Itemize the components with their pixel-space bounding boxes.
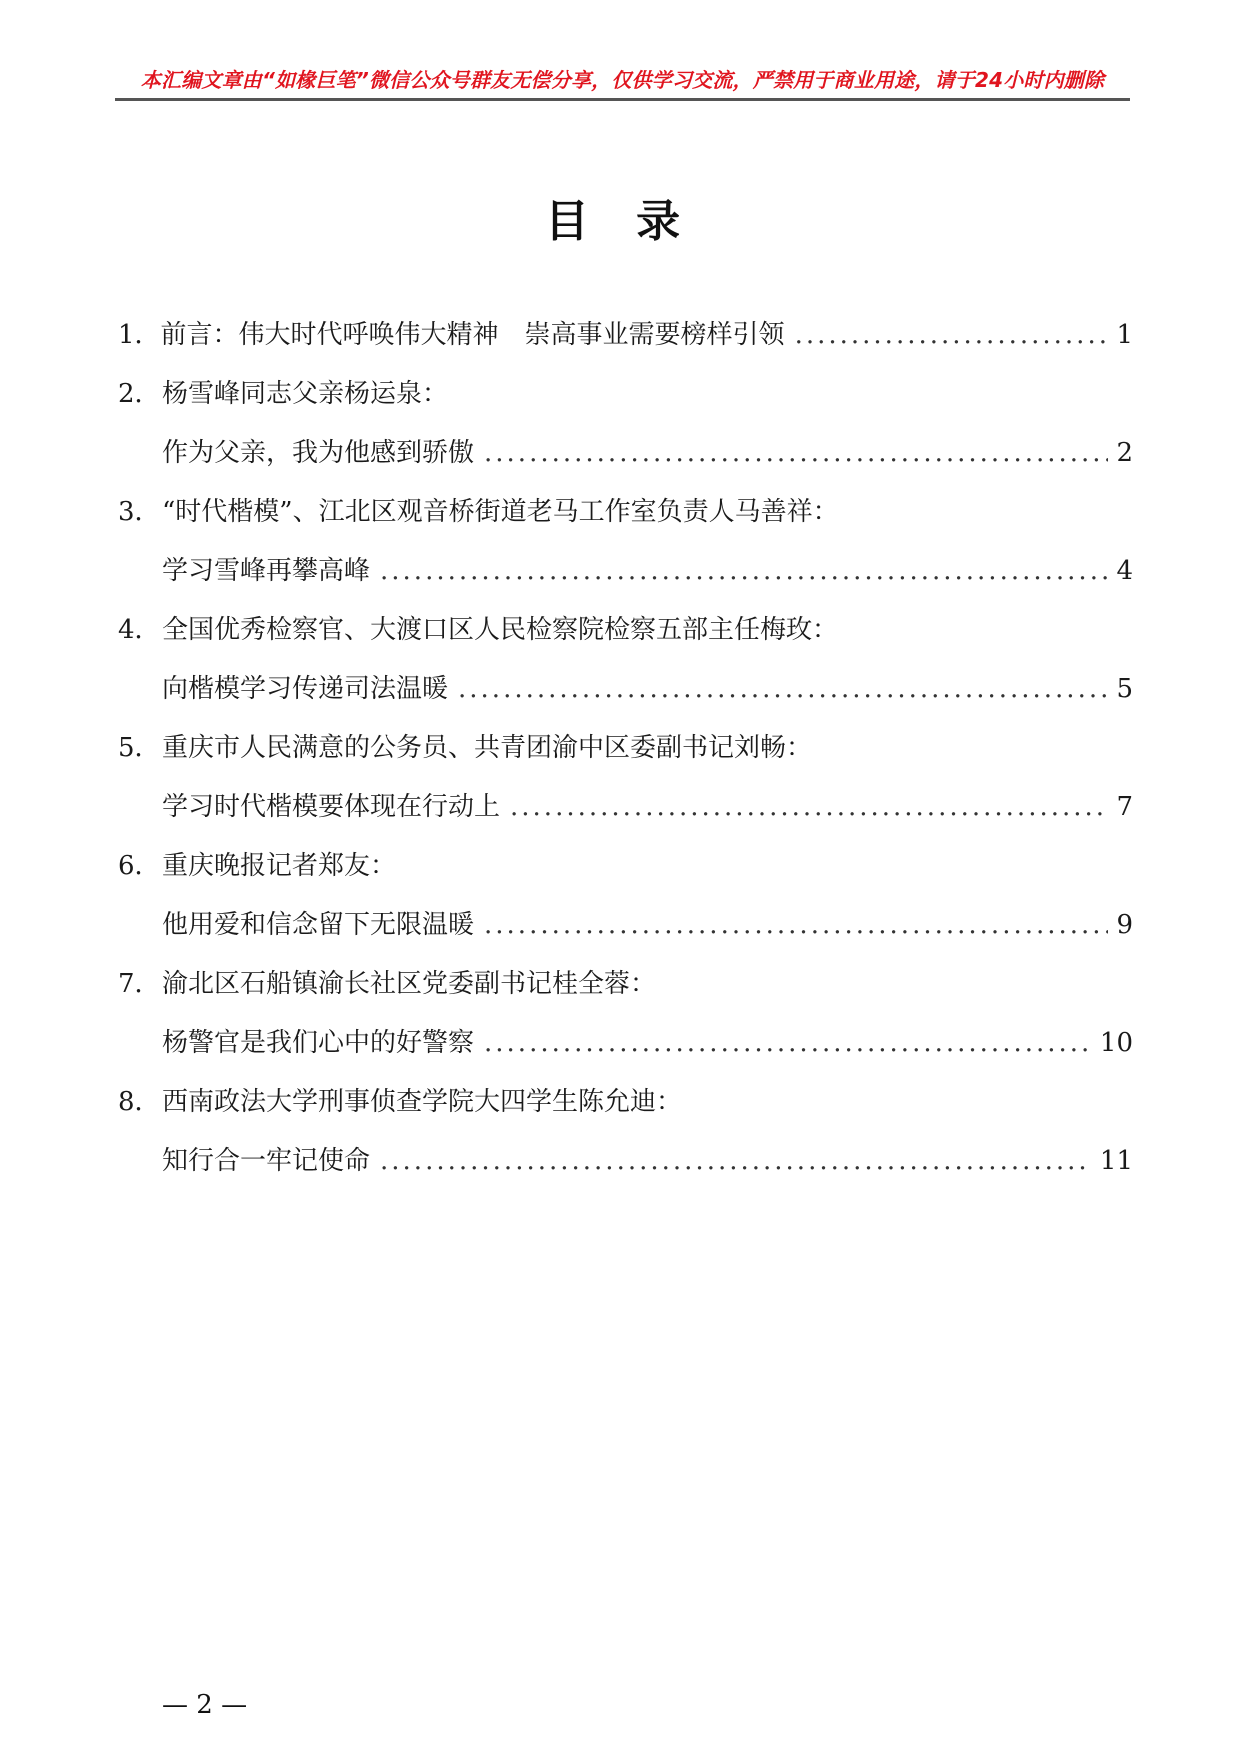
toc-entry-speaker: “时代楷模”、江北区观音桥街道老马工作室负责人马善祥： [162, 496, 839, 527]
toc-page-number: 7 [1116, 791, 1133, 822]
toc-entry-speaker: 西南政法大学刑事侦查学院大四学生陈允迪： [162, 1086, 683, 1117]
toc-entry-title: 向楷模学习传递司法温暖 [162, 673, 449, 704]
toc-entry[interactable] [118, 305, 1133, 364]
toc-entry-title: 前言：伟大时代呼唤伟大精神 崇高事业需要榜样引领 [160, 319, 785, 350]
toc-entry-subline[interactable] [118, 659, 1133, 718]
toc-page-number: 4 [1116, 555, 1133, 586]
toc-entry-speaker: 渝北区石船镇渝长社区党委副书记桂全蓉： [162, 968, 657, 999]
toc-entry[interactable] [118, 954, 1133, 1013]
toc-entry-subline[interactable] [118, 1131, 1133, 1190]
toc-leader-dots [484, 440, 1108, 466]
toc-leader-dots [795, 322, 1109, 348]
toc-entry[interactable] [118, 482, 1133, 541]
toc-entry-title: 学习雪峰再攀高峰 [162, 555, 371, 586]
toc-entry-subline[interactable] [118, 541, 1133, 600]
toc-page-number: 10 [1099, 1027, 1133, 1058]
toc-entry[interactable] [118, 836, 1133, 895]
toc-entry-number: 3． [118, 496, 161, 527]
toc-entry-subline[interactable] [118, 423, 1133, 482]
toc-entry-subline[interactable] [118, 1013, 1133, 1072]
page-title: 目 录 [544, 196, 697, 247]
toc-entry-speaker: 重庆晚报记者郑友： [162, 850, 397, 881]
toc-entry-speaker: 全国优秀检察官、大渡口区人民检察院检察五部主任梅玫： [162, 614, 839, 645]
toc-entry-speaker: 重庆市人民满意的公务员、共青团渝中区委副书记刘畅： [162, 732, 813, 763]
toc-leader-dots [484, 912, 1108, 938]
toc-entry[interactable] [118, 364, 1133, 423]
toc-entry-subline[interactable] [118, 777, 1133, 836]
toc-page-number: 5 [1116, 673, 1133, 704]
toc-entry-title: 他用爱和信念留下无限温暖 [162, 909, 475, 940]
toc-entry-number: 5． [118, 732, 161, 763]
toc-leader-dots [484, 1030, 1092, 1056]
toc-leader-dots [510, 794, 1108, 820]
toc-entry-number: 6． [118, 850, 161, 881]
toc-entry[interactable] [118, 1072, 1133, 1131]
toc-page-number: 2 [1116, 437, 1133, 468]
toc-leader-dots [380, 558, 1108, 584]
toc-entry-title: 作为父亲，我为他感到骄傲 [162, 437, 475, 468]
toc-entry-number: 7． [118, 968, 161, 999]
toc-entry[interactable] [118, 718, 1133, 777]
header-divider [115, 98, 1130, 101]
toc-leader-dots [380, 1148, 1092, 1174]
toc-page-number: 1 [1116, 319, 1133, 350]
toc-entry-subline[interactable] [118, 895, 1133, 954]
toc-entry-number: 8． [118, 1086, 161, 1117]
table-of-contents [118, 305, 1133, 1190]
toc-leader-dots [458, 676, 1108, 702]
toc-entry-title: 杨警官是我们心中的好警察 [162, 1027, 475, 1058]
toc-entry[interactable] [118, 600, 1133, 659]
toc-entry-speaker: 杨雪峰同志父亲杨运泉： [162, 378, 449, 409]
toc-entry-number: 2． [118, 378, 161, 409]
toc-page-number: 9 [1116, 909, 1133, 940]
toc-page-number: 11 [1099, 1145, 1133, 1176]
page-number: — 2 — [162, 1690, 248, 1720]
toc-entry-title: 知行合一牢记使命 [162, 1145, 371, 1176]
header-notice: 本汇编文章由“如椽巨笔”微信公众号群友无偿分享，仅供学习交流，严禁用于商业用途，请于24小时内删除 [140, 68, 1105, 92]
toc-entry-number: 1． [118, 319, 161, 350]
toc-entry-number: 4． [118, 614, 161, 645]
toc-entry-title: 学习时代楷模要体现在行动上 [162, 791, 501, 822]
